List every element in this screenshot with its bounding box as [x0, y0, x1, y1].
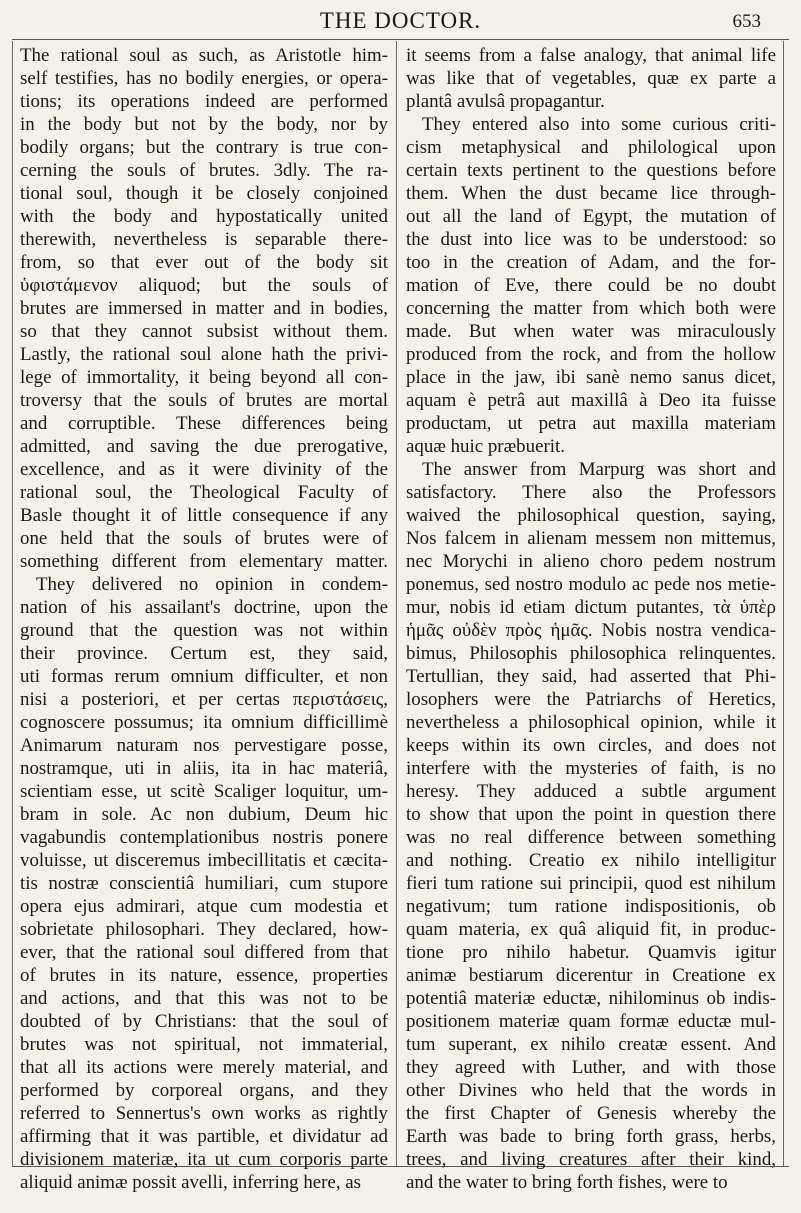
text-line: Basle thought it of little consequence if any: [20, 505, 388, 526]
column-divider: [396, 41, 397, 1166]
text-line: nisi a posteriori, et per certas περιστάσεις,: [20, 689, 388, 710]
text-line: brutes was not spiritual, not immaterial,: [20, 1034, 388, 1055]
text-line: was no real difference between something: [406, 827, 776, 848]
text-line: brutes are immersed in matter and in bodies,: [20, 298, 388, 319]
text-line: opera ejus admirari, atque cum modestia et: [20, 896, 388, 917]
text-line: something different from elementary matter.: [20, 551, 388, 572]
text-line: negativum; tum ratione indispositionis, ob: [406, 896, 776, 917]
page-number: 653: [732, 11, 761, 32]
text-line: tis nostræ conscientiâ humiliari, cum stupore: [20, 873, 388, 894]
text-line: admitted, and saving the due prerogative,: [20, 436, 388, 457]
text-line: that all its actions were merely material, and: [20, 1057, 388, 1078]
text-line: The rational soul as such, as Aristotle him-: [20, 45, 388, 66]
text-line: the first Chapter of Genesis whereby the: [406, 1103, 776, 1124]
text-line: excellence, and as it were divinity of the: [20, 459, 388, 480]
text-line: cerning the souls of brutes. 3dly. The ra-: [20, 160, 388, 181]
text-line: potentiâ materiæ eductæ, nihilominus ob indis-: [406, 988, 776, 1009]
text-line: aliquid animæ possit avelli, inferring here, as: [20, 1172, 361, 1193]
text-line: place in the jaw, ibi sanè nemo sanus dicet,: [406, 367, 776, 388]
text-line: bimus, Philosophis philosophica relinquentes.: [406, 643, 776, 664]
text-line: and the water to bring forth fishes, were to: [406, 1172, 728, 1193]
text-line: They entered also into some curious criti-: [422, 114, 776, 135]
text-line: rational soul, the Theological Faculty of: [20, 482, 388, 503]
text-line: mation of Eve, there could be no doubt: [406, 275, 776, 296]
text-line: scientiam esse, ut scitè Scaliger loquitur, um-: [20, 781, 388, 802]
text-line: made. But when water was miraculously: [406, 321, 776, 342]
text-line: aquæ huic præbuerit.: [406, 436, 565, 457]
text-line: They delivered no opinion in condem-: [36, 574, 388, 595]
text-line: cism metaphysical and philological upon: [406, 137, 776, 158]
text-line: bodily organs; but the contrary is true con-: [20, 137, 388, 158]
text-line: voluisse, ut disceremus imbecillitatis et cæcita-: [20, 850, 388, 871]
text-line: and corruptible. These differences being: [20, 413, 388, 434]
text-line: quam materia, ex quâ aliquid fit, in produc-: [406, 919, 776, 940]
text-line: ἡμᾶς οὐδὲν πρὸς ἡμᾶς. Nobis nostra vendica-: [406, 620, 776, 641]
text-line: certain texts pertinent to the questions before: [406, 160, 776, 181]
text-line: nostramque, uti in aliis, ita in hac materiâ,: [20, 758, 388, 779]
text-line: one held that the souls of brutes were of: [20, 528, 388, 549]
text-line: to show that upon the point in question there: [406, 804, 776, 825]
text-line: divisionem materiæ, ita ut cum corporis parte: [20, 1149, 388, 1170]
right-column: [406, 44, 776, 1194]
text-line: out all the land of Egypt, the mutation of: [406, 206, 776, 227]
text-line: troversy that the souls of brutes are mortal: [20, 390, 388, 411]
text-line: tione pro nihilo habetur. Quamvis igitur: [406, 942, 776, 963]
text-line: ponemus, sed nostro modulo ac pede nos metie-: [406, 574, 776, 595]
text-line: lege of immortality, it being beyond all con-: [20, 367, 388, 388]
text-line: waived the philosophical question, saying,: [406, 505, 776, 526]
text-line: tional soul, though it be closely conjoined: [20, 183, 388, 204]
text-line: they agreed with Luther, and with those: [406, 1057, 776, 1078]
text-line: too in the creation of Adam, and the for-: [406, 252, 776, 273]
running-title: THE DOCTOR.: [319, 8, 482, 33]
text-line: ὑφιστάμενον aliquod; but the souls of: [20, 275, 388, 296]
text-line: Animarum naturam nos pervestigare posse,: [20, 735, 388, 756]
text-line: mur, nobis id etiam dictum putantes, τὰ ὑπὲρ: [406, 597, 776, 618]
text-line: of brutes in its nature, essence, properties: [20, 965, 388, 986]
text-line: Lastly, the rational soul alone hath the privi-: [20, 344, 388, 365]
text-line: and actions, and that this was not to be: [20, 988, 388, 1009]
text-line: the dust into lice was to be understood: so: [406, 229, 776, 250]
text-line: ground that the question was not within: [20, 620, 388, 641]
text-line: animæ bestiarum dicerentur in Creatione ex: [406, 965, 776, 986]
text-line: vagabundis contemplationibus nostris ponere: [20, 827, 388, 848]
text-line: concerning the matter from which both were: [406, 298, 776, 319]
text-line: was like that of vegetables, quæ ex parte a: [406, 68, 776, 89]
text-line: and nothing. Creatio ex nihilo intelligitur: [406, 850, 776, 871]
text-line: tum superant, ex nihilo creatæ essent. And: [406, 1034, 776, 1055]
running-header: [0, 8, 801, 36]
text-line: Tertullian, they said, had asserted that Phi-: [406, 666, 776, 687]
text-line: plantâ avulsâ propagantur.: [406, 91, 605, 112]
text-line: heresy. They adduced a subtle argument: [406, 781, 776, 802]
text-line: fieri tum ratione sui principii, quod est nihilum: [406, 873, 776, 894]
text-line: it seems from a false analogy, that animal life: [406, 45, 776, 66]
text-line: cognoscere possumus; ita omnium difficillimè: [20, 712, 388, 733]
text-line: positionem materiæ quam formæ eductæ mul-: [406, 1011, 776, 1032]
text-line: Earth was bade to bring forth grass, herbs,: [406, 1126, 776, 1147]
text-line: keeps within its own circles, and does not: [406, 735, 776, 756]
text-line: trees, and living creatures after their kind,: [406, 1149, 776, 1170]
text-line: other Divines who held that the words in: [406, 1080, 776, 1101]
text-line: productam, ut petra aut maxilla materiam: [406, 413, 776, 434]
text-line: therewith, nevertheless is separable there-: [20, 229, 388, 250]
text-line: bram in sole. Ac non dubium, Deum hic: [20, 804, 388, 825]
text-line: aquam è petrâ aut maxillâ à Deo ita fuisse: [406, 390, 776, 411]
text-line: Nos falcem in alienam messem non mittemus,: [406, 528, 776, 549]
text-line: affirming that it was partible, et dividatur ad: [20, 1126, 388, 1147]
text-line: performed by corporeal organs, and they: [20, 1080, 388, 1101]
text-line: from, so that ever out of the body sit: [20, 252, 388, 273]
text-line: in the body but not by the body, nor by: [20, 114, 388, 135]
text-line: their province. Certum est, they said,: [20, 643, 388, 664]
header-rule: [12, 39, 789, 40]
text-line: satisfactory. There also the Professors: [406, 482, 776, 503]
text-line: nec Morychi in alieno choro pedem nostrum: [406, 551, 776, 572]
text-line: losophers were the Patriarchs of Heretics,: [406, 689, 776, 710]
text-line: ever, that the rational soul differed from that: [20, 942, 388, 963]
text-line: so that they cannot subsist without them.: [20, 321, 388, 342]
text-line: nevertheless a philosophical opinion, while it: [406, 712, 776, 733]
text-line: interfere with the mysteries of faith, is no: [406, 758, 776, 779]
text-line: doubted of by Christians: that the soul of: [20, 1011, 388, 1032]
text-line: uti formas rerum omnium difficulter, et non: [20, 666, 388, 687]
left-column: [20, 44, 388, 1194]
text-line: produced from the rock, and from the hollow: [406, 344, 776, 365]
text-line: sobrietate philosophari. They declared, how-: [20, 919, 388, 940]
text-line: tions; its operations indeed are performed: [20, 91, 388, 112]
text-line: with the body and hypostatically united: [20, 206, 388, 227]
text-line: nation of his assailant's doctrine, upon the: [20, 597, 388, 618]
text-line: referred to Sennertus's own works as rightly: [20, 1103, 388, 1124]
text-line: them. When the dust became lice through-: [406, 183, 776, 204]
text-line: self testifies, has no bodily energies, or opera-: [20, 68, 388, 89]
text-line: The answer from Marpurg was short and: [422, 459, 776, 480]
